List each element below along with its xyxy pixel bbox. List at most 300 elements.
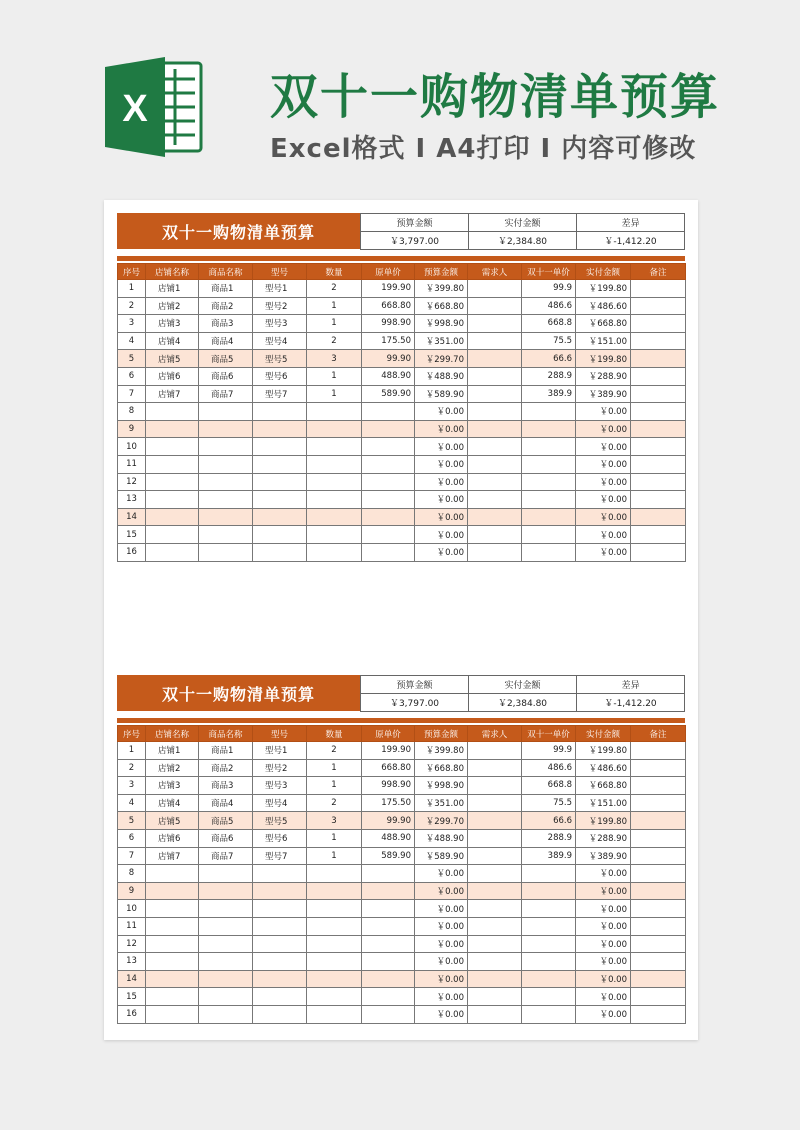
- table-cell[interactable]: [146, 865, 199, 883]
- table-cell[interactable]: [468, 350, 522, 368]
- table-cell[interactable]: [199, 491, 253, 509]
- table-cell[interactable]: [146, 900, 199, 918]
- table-cell[interactable]: [631, 420, 686, 438]
- table-cell[interactable]: 589.90: [362, 847, 415, 865]
- table-cell[interactable]: 型号6: [253, 367, 307, 385]
- table-cell[interactable]: [522, 865, 576, 883]
- table-cell[interactable]: [468, 491, 522, 509]
- table-cell[interactable]: [522, 491, 576, 509]
- table-cell[interactable]: 店铺4: [146, 332, 199, 350]
- table-cell[interactable]: [631, 473, 686, 491]
- table-cell[interactable]: 15: [118, 526, 146, 544]
- table-cell[interactable]: 99.9: [522, 280, 576, 298]
- table-cell[interactable]: [146, 917, 199, 935]
- table-cell[interactable]: 型号3: [253, 777, 307, 795]
- table-cell[interactable]: 商品5: [199, 812, 253, 830]
- table-cell[interactable]: [253, 865, 307, 883]
- table-cell[interactable]: [631, 315, 686, 333]
- table-cell[interactable]: 型号2: [253, 297, 307, 315]
- table-cell[interactable]: ￥0.00: [576, 420, 631, 438]
- table-cell[interactable]: 5: [118, 812, 146, 830]
- table-cell[interactable]: [631, 988, 686, 1006]
- table-cell[interactable]: 店铺7: [146, 385, 199, 403]
- table-cell[interactable]: ￥399.80: [415, 280, 468, 298]
- table-cell[interactable]: [307, 865, 362, 883]
- table-cell[interactable]: 11: [118, 917, 146, 935]
- table-cell[interactable]: ￥589.90: [415, 847, 468, 865]
- table-cell[interactable]: ￥0.00: [415, 1005, 468, 1023]
- table-cell[interactable]: [362, 1005, 415, 1023]
- table-cell[interactable]: 75.5: [522, 794, 576, 812]
- table-cell[interactable]: ￥151.00: [576, 794, 631, 812]
- table-cell[interactable]: [522, 953, 576, 971]
- table-cell[interactable]: [307, 935, 362, 953]
- table-cell[interactable]: 店铺4: [146, 794, 199, 812]
- table-cell[interactable]: 175.50: [362, 794, 415, 812]
- table-cell[interactable]: [307, 473, 362, 491]
- table-cell[interactable]: [468, 935, 522, 953]
- table-cell[interactable]: ￥0.00: [415, 917, 468, 935]
- table-cell[interactable]: ￥0.00: [576, 935, 631, 953]
- table-cell[interactable]: ￥199.80: [576, 742, 631, 760]
- table-cell[interactable]: ￥0.00: [576, 403, 631, 421]
- table-cell[interactable]: 店铺5: [146, 812, 199, 830]
- table-cell[interactable]: ￥0.00: [576, 1005, 631, 1023]
- table-cell[interactable]: 2: [118, 297, 146, 315]
- table-cell[interactable]: [468, 742, 522, 760]
- table-cell[interactable]: ￥668.80: [415, 297, 468, 315]
- table-cell[interactable]: 店铺1: [146, 742, 199, 760]
- table-cell[interactable]: [199, 526, 253, 544]
- table-cell[interactable]: [199, 935, 253, 953]
- table-cell[interactable]: [307, 917, 362, 935]
- table-cell[interactable]: [253, 988, 307, 1006]
- actual-value[interactable]: ￥2,384.80: [469, 694, 577, 712]
- table-cell[interactable]: [199, 508, 253, 526]
- diff-value[interactable]: ￥-1,412.20: [577, 694, 685, 712]
- budget-value[interactable]: ￥3,797.00: [361, 694, 469, 712]
- table-cell[interactable]: [146, 543, 199, 561]
- table-cell[interactable]: 66.6: [522, 812, 576, 830]
- table-cell[interactable]: [146, 988, 199, 1006]
- table-cell[interactable]: [631, 759, 686, 777]
- table-cell[interactable]: ￥488.90: [415, 367, 468, 385]
- table-cell[interactable]: ￥0.00: [415, 935, 468, 953]
- table-cell[interactable]: [146, 1005, 199, 1023]
- table-cell[interactable]: [522, 403, 576, 421]
- table-cell[interactable]: [468, 953, 522, 971]
- table-cell[interactable]: [468, 526, 522, 544]
- table-cell[interactable]: 商品3: [199, 777, 253, 795]
- table-cell[interactable]: 1: [307, 297, 362, 315]
- table-cell[interactable]: ￥288.90: [576, 829, 631, 847]
- table-cell[interactable]: [307, 508, 362, 526]
- table-cell[interactable]: 1: [307, 847, 362, 865]
- table-cell[interactable]: [253, 491, 307, 509]
- table-cell[interactable]: 668.80: [362, 759, 415, 777]
- table-cell[interactable]: [631, 812, 686, 830]
- table-cell[interactable]: [146, 953, 199, 971]
- table-cell[interactable]: [468, 900, 522, 918]
- table-cell[interactable]: [146, 935, 199, 953]
- table-cell[interactable]: [146, 455, 199, 473]
- table-cell[interactable]: 8: [118, 403, 146, 421]
- table-cell[interactable]: ￥389.90: [576, 847, 631, 865]
- table-cell[interactable]: [362, 473, 415, 491]
- table-cell[interactable]: ￥0.00: [576, 970, 631, 988]
- table-cell[interactable]: 1: [307, 367, 362, 385]
- table-cell[interactable]: 7: [118, 847, 146, 865]
- budget-value[interactable]: ￥3,797.00: [361, 232, 469, 250]
- table-cell[interactable]: [468, 829, 522, 847]
- table-cell[interactable]: ￥299.70: [415, 350, 468, 368]
- table-cell[interactable]: [631, 332, 686, 350]
- table-cell[interactable]: [146, 491, 199, 509]
- table-cell[interactable]: 488.90: [362, 829, 415, 847]
- table-cell[interactable]: 488.90: [362, 367, 415, 385]
- table-cell[interactable]: [253, 917, 307, 935]
- table-cell[interactable]: 389.9: [522, 385, 576, 403]
- table-cell[interactable]: [199, 420, 253, 438]
- table-cell[interactable]: [631, 970, 686, 988]
- table-cell[interactable]: [362, 935, 415, 953]
- table-cell[interactable]: 13: [118, 491, 146, 509]
- table-cell[interactable]: 型号6: [253, 829, 307, 847]
- table-cell[interactable]: [146, 526, 199, 544]
- table-cell[interactable]: 288.9: [522, 829, 576, 847]
- table-cell[interactable]: ￥0.00: [415, 900, 468, 918]
- table-cell[interactable]: ￥998.90: [415, 315, 468, 333]
- table-cell[interactable]: 店铺3: [146, 315, 199, 333]
- table-cell[interactable]: [631, 297, 686, 315]
- table-cell[interactable]: ￥589.90: [415, 385, 468, 403]
- table-cell[interactable]: [468, 297, 522, 315]
- table-cell[interactable]: ￥299.70: [415, 812, 468, 830]
- table-cell[interactable]: 2: [307, 280, 362, 298]
- table-cell[interactable]: [631, 491, 686, 509]
- table-cell[interactable]: ￥0.00: [415, 455, 468, 473]
- table-cell[interactable]: [631, 1005, 686, 1023]
- table-cell[interactable]: 13: [118, 953, 146, 971]
- table-cell[interactable]: [631, 794, 686, 812]
- table-cell[interactable]: [307, 491, 362, 509]
- table-cell[interactable]: [362, 953, 415, 971]
- table-cell[interactable]: ￥0.00: [415, 882, 468, 900]
- table-cell[interactable]: [362, 543, 415, 561]
- table-cell[interactable]: [468, 847, 522, 865]
- table-cell[interactable]: [253, 935, 307, 953]
- table-cell[interactable]: [522, 508, 576, 526]
- table-cell[interactable]: ￥0.00: [576, 508, 631, 526]
- table-cell[interactable]: ￥0.00: [576, 543, 631, 561]
- table-cell[interactable]: ￥151.00: [576, 332, 631, 350]
- table-cell[interactable]: ￥0.00: [415, 508, 468, 526]
- table-cell[interactable]: [253, 508, 307, 526]
- table-cell[interactable]: ￥199.80: [576, 280, 631, 298]
- table-cell[interactable]: 店铺2: [146, 759, 199, 777]
- table-cell[interactable]: [253, 438, 307, 456]
- table-cell[interactable]: 668.8: [522, 315, 576, 333]
- table-cell[interactable]: 型号1: [253, 742, 307, 760]
- table-cell[interactable]: [522, 438, 576, 456]
- table-cell[interactable]: [468, 988, 522, 1006]
- table-cell[interactable]: [199, 455, 253, 473]
- table-cell[interactable]: [522, 473, 576, 491]
- table-cell[interactable]: [468, 1005, 522, 1023]
- table-cell[interactable]: [631, 350, 686, 368]
- table-cell[interactable]: [199, 988, 253, 1006]
- table-cell[interactable]: 75.5: [522, 332, 576, 350]
- table-cell[interactable]: ￥668.80: [415, 759, 468, 777]
- table-cell[interactable]: [253, 970, 307, 988]
- table-cell[interactable]: [253, 882, 307, 900]
- table-cell[interactable]: 店铺5: [146, 350, 199, 368]
- table-cell[interactable]: ￥199.80: [576, 350, 631, 368]
- table-cell[interactable]: [199, 1005, 253, 1023]
- table-cell[interactable]: 14: [118, 970, 146, 988]
- table-cell[interactable]: [199, 473, 253, 491]
- table-cell[interactable]: [631, 543, 686, 561]
- table-cell[interactable]: ￥0.00: [415, 988, 468, 1006]
- table-cell[interactable]: [468, 794, 522, 812]
- table-cell[interactable]: [468, 543, 522, 561]
- table-cell[interactable]: [253, 900, 307, 918]
- table-cell[interactable]: ￥486.60: [576, 759, 631, 777]
- table-cell[interactable]: [631, 403, 686, 421]
- table-cell[interactable]: ￥0.00: [415, 970, 468, 988]
- table-cell[interactable]: 型号4: [253, 332, 307, 350]
- table-cell[interactable]: ￥0.00: [576, 455, 631, 473]
- table-cell[interactable]: ￥351.00: [415, 332, 468, 350]
- table-cell[interactable]: 商品3: [199, 315, 253, 333]
- table-cell[interactable]: 66.6: [522, 350, 576, 368]
- table-cell[interactable]: [362, 491, 415, 509]
- table-cell[interactable]: [522, 900, 576, 918]
- table-cell[interactable]: [468, 882, 522, 900]
- table-cell[interactable]: [631, 438, 686, 456]
- table-cell[interactable]: [362, 882, 415, 900]
- table-cell[interactable]: 店铺1: [146, 280, 199, 298]
- table-cell[interactable]: 14: [118, 508, 146, 526]
- table-cell[interactable]: [631, 280, 686, 298]
- table-cell[interactable]: [253, 953, 307, 971]
- table-cell[interactable]: [631, 882, 686, 900]
- table-cell[interactable]: [307, 988, 362, 1006]
- table-cell[interactable]: 99.90: [362, 350, 415, 368]
- table-cell[interactable]: [307, 543, 362, 561]
- table-cell[interactable]: 998.90: [362, 777, 415, 795]
- table-cell[interactable]: 16: [118, 543, 146, 561]
- table-cell[interactable]: ￥0.00: [576, 438, 631, 456]
- table-cell[interactable]: [199, 970, 253, 988]
- table-cell[interactable]: [522, 420, 576, 438]
- table-cell[interactable]: [253, 543, 307, 561]
- table-cell[interactable]: [468, 438, 522, 456]
- table-cell[interactable]: [199, 403, 253, 421]
- table-cell[interactable]: 3: [307, 350, 362, 368]
- table-cell[interactable]: [631, 385, 686, 403]
- table-cell[interactable]: 店铺6: [146, 367, 199, 385]
- table-cell[interactable]: [307, 526, 362, 544]
- table-cell[interactable]: 型号7: [253, 385, 307, 403]
- table-cell[interactable]: [199, 917, 253, 935]
- table-cell[interactable]: [631, 742, 686, 760]
- table-cell[interactable]: ￥399.80: [415, 742, 468, 760]
- table-cell[interactable]: [468, 759, 522, 777]
- table-cell[interactable]: 486.6: [522, 297, 576, 315]
- table-cell[interactable]: ￥0.00: [576, 988, 631, 1006]
- table-cell[interactable]: 型号1: [253, 280, 307, 298]
- table-cell[interactable]: [199, 865, 253, 883]
- table-cell[interactable]: 商品2: [199, 297, 253, 315]
- table-cell[interactable]: ￥0.00: [576, 473, 631, 491]
- table-cell[interactable]: [468, 420, 522, 438]
- table-cell[interactable]: [362, 970, 415, 988]
- table-cell[interactable]: [307, 970, 362, 988]
- table-cell[interactable]: 1: [118, 280, 146, 298]
- table-cell[interactable]: [362, 900, 415, 918]
- table-cell[interactable]: 店铺6: [146, 829, 199, 847]
- table-cell[interactable]: [522, 526, 576, 544]
- table-cell[interactable]: 4: [118, 332, 146, 350]
- table-cell[interactable]: 486.6: [522, 759, 576, 777]
- table-cell[interactable]: 型号3: [253, 315, 307, 333]
- table-cell[interactable]: ￥0.00: [415, 491, 468, 509]
- table-cell[interactable]: [307, 953, 362, 971]
- table-cell[interactable]: [631, 829, 686, 847]
- table-cell[interactable]: 商品4: [199, 794, 253, 812]
- table-cell[interactable]: 1: [307, 829, 362, 847]
- table-cell[interactable]: ￥0.00: [415, 953, 468, 971]
- table-cell[interactable]: 7: [118, 385, 146, 403]
- table-cell[interactable]: [468, 777, 522, 795]
- table-cell[interactable]: [522, 1005, 576, 1023]
- table-cell[interactable]: [522, 543, 576, 561]
- table-cell[interactable]: [307, 420, 362, 438]
- table-cell[interactable]: [199, 953, 253, 971]
- table-cell[interactable]: ￥488.90: [415, 829, 468, 847]
- table-cell[interactable]: [362, 526, 415, 544]
- table-cell[interactable]: ￥0.00: [576, 491, 631, 509]
- table-cell[interactable]: 99.90: [362, 812, 415, 830]
- table-cell[interactable]: 199.90: [362, 280, 415, 298]
- table-cell[interactable]: [199, 900, 253, 918]
- table-cell[interactable]: [522, 917, 576, 935]
- table-cell[interactable]: ￥351.00: [415, 794, 468, 812]
- table-cell[interactable]: [631, 526, 686, 544]
- table-cell[interactable]: [631, 917, 686, 935]
- table-cell[interactable]: 668.80: [362, 297, 415, 315]
- table-cell[interactable]: [307, 438, 362, 456]
- table-cell[interactable]: [468, 403, 522, 421]
- table-cell[interactable]: [146, 970, 199, 988]
- table-cell[interactable]: 9: [118, 882, 146, 900]
- table-cell[interactable]: [468, 473, 522, 491]
- table-cell[interactable]: [631, 367, 686, 385]
- table-cell[interactable]: ￥0.00: [415, 526, 468, 544]
- table-cell[interactable]: [146, 420, 199, 438]
- table-cell[interactable]: 288.9: [522, 367, 576, 385]
- table-cell[interactable]: 9: [118, 420, 146, 438]
- table-cell[interactable]: [307, 882, 362, 900]
- table-cell[interactable]: [631, 953, 686, 971]
- table-cell[interactable]: ￥0.00: [576, 882, 631, 900]
- table-cell[interactable]: ￥668.80: [576, 315, 631, 333]
- table-cell[interactable]: ￥0.00: [576, 526, 631, 544]
- table-cell[interactable]: ￥0.00: [415, 473, 468, 491]
- table-cell[interactable]: [468, 315, 522, 333]
- table-cell[interactable]: [253, 455, 307, 473]
- table-cell[interactable]: ￥0.00: [415, 420, 468, 438]
- table-cell[interactable]: [146, 403, 199, 421]
- table-cell[interactable]: 2: [307, 742, 362, 760]
- table-cell[interactable]: [468, 385, 522, 403]
- table-cell[interactable]: ￥0.00: [576, 865, 631, 883]
- table-cell[interactable]: [468, 455, 522, 473]
- table-cell[interactable]: [307, 455, 362, 473]
- table-cell[interactable]: 商品2: [199, 759, 253, 777]
- table-cell[interactable]: 2: [307, 332, 362, 350]
- table-cell[interactable]: 商品6: [199, 829, 253, 847]
- table-cell[interactable]: [253, 473, 307, 491]
- table-cell[interactable]: ￥0.00: [415, 403, 468, 421]
- table-cell[interactable]: [522, 935, 576, 953]
- table-cell[interactable]: [199, 882, 253, 900]
- table-cell[interactable]: [468, 865, 522, 883]
- table-cell[interactable]: [631, 900, 686, 918]
- table-cell[interactable]: 1: [118, 742, 146, 760]
- table-cell[interactable]: 589.90: [362, 385, 415, 403]
- table-cell[interactable]: [146, 882, 199, 900]
- table-cell[interactable]: ￥199.80: [576, 812, 631, 830]
- table-cell[interactable]: 12: [118, 935, 146, 953]
- table-cell[interactable]: [362, 917, 415, 935]
- table-cell[interactable]: 2: [307, 794, 362, 812]
- table-cell[interactable]: 5: [118, 350, 146, 368]
- table-cell[interactable]: [468, 367, 522, 385]
- table-cell[interactable]: [468, 332, 522, 350]
- table-cell[interactable]: [362, 420, 415, 438]
- table-cell[interactable]: [146, 438, 199, 456]
- table-cell[interactable]: [522, 970, 576, 988]
- table-cell[interactable]: 668.8: [522, 777, 576, 795]
- table-cell[interactable]: 199.90: [362, 742, 415, 760]
- table-cell[interactable]: [253, 420, 307, 438]
- table-cell[interactable]: 3: [118, 777, 146, 795]
- table-cell[interactable]: 2: [118, 759, 146, 777]
- table-cell[interactable]: 10: [118, 438, 146, 456]
- actual-value[interactable]: ￥2,384.80: [469, 232, 577, 250]
- table-cell[interactable]: [468, 280, 522, 298]
- table-cell[interactable]: 1: [307, 315, 362, 333]
- table-cell[interactable]: 商品1: [199, 280, 253, 298]
- table-cell[interactable]: [468, 508, 522, 526]
- table-cell[interactable]: [253, 403, 307, 421]
- table-cell[interactable]: [631, 847, 686, 865]
- table-cell[interactable]: [631, 935, 686, 953]
- table-cell[interactable]: [631, 455, 686, 473]
- table-cell[interactable]: 6: [118, 829, 146, 847]
- table-cell[interactable]: 1: [307, 777, 362, 795]
- table-cell[interactable]: [522, 988, 576, 1006]
- table-cell[interactable]: [146, 473, 199, 491]
- table-cell[interactable]: [253, 526, 307, 544]
- table-cell[interactable]: ￥486.60: [576, 297, 631, 315]
- table-cell[interactable]: 10: [118, 900, 146, 918]
- table-cell[interactable]: [631, 777, 686, 795]
- table-cell[interactable]: [362, 508, 415, 526]
- table-cell[interactable]: ￥0.00: [576, 917, 631, 935]
